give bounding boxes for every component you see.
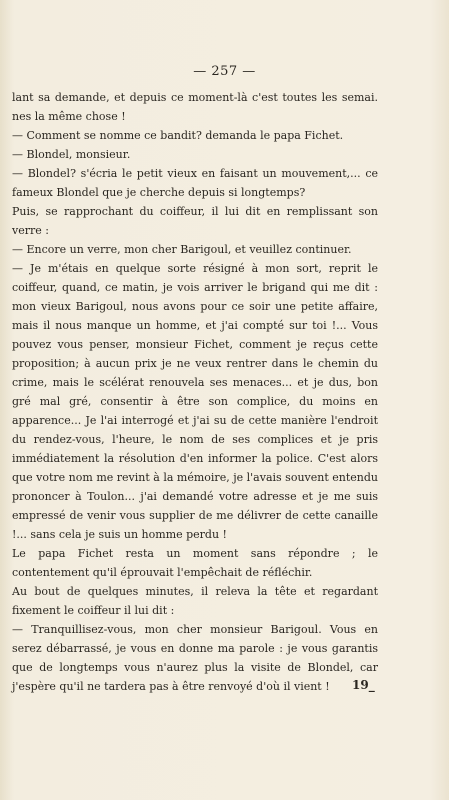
paragraph: — Comment se nomme ce bandit? demanda le papa Fichet. bbox=[12, 129, 344, 142]
paragraph: — Blondel? s'écria le petit vieux en faisant un mouvement,... ce fameux Blondel que je cherche depuis si longtemps? bbox=[12, 167, 378, 199]
page-number-header: — 257 — bbox=[193, 64, 256, 79]
body-text bbox=[12, 88, 378, 696]
paragraph: lant sa demande, et depuis ce moment-là c'est toutes les semai. nes la même chose ! bbox=[12, 91, 378, 123]
signature-mark: 19_ bbox=[352, 678, 375, 692]
paragraph: Le papa Fichet resta un moment sans répondre ; le contentement qu'il éprouvait l'empêchait de réfléchir. bbox=[12, 547, 378, 579]
paragraph: Puis, se rapprochant du coiffeur, il lui dit en remplissant son verre : bbox=[12, 205, 378, 237]
paragraph: — Encore un verre, mon cher Barigoul, et veuillez continuer. bbox=[12, 243, 352, 256]
paragraph: — Tranquillisez-vous, mon cher monsieur Barigoul. Vous en serez débarrassé, je vous en donne ma parole : je vous garantis que de longtemps vous n'aurez plus la visite de Blondel, car j'espère qu'il ne tardera pas à être renvoyé d'où il vient ! bbox=[12, 623, 378, 693]
paragraph: — Je m'étais en quelque sorte résigné à mon sort, reprit le coiffeur, quand, ce matin, je vois arriver le brigand qui me dit : mon vieux Barigoul, nous avons pour ce soir une petite affaire, mais il nous manque un homme, et j'ai compté sur toi !... Vous pouvez vous penser, monsieur Fichet, comment je reçus cette proposition; à aucun prix je ne veux rentrer dans le chemin du crime, mais le scélérat renouvela ses menaces... et je dus, bon gré mal gré, consentir à être son complice, du moins en apparence... Je l'ai interrogé et j'ai su de cette manière l'endroit du rendez-vous, l'heure, le nom de ses complices et je pris immédiatement la résolution d'en informer la police. C'est alors que votre nom me revint à la mémoire, je l'avais souvent entendu prononcer à Toulon... j'ai demandé votre adresse et je me suis empressé de venir vous supplier de me délivrer de cette canaille !... sans cela je suis un homme perdu ! bbox=[12, 262, 378, 541]
paragraph: — Blondel, monsieur. bbox=[12, 148, 131, 161]
paragraph: Au bout de quelques minutes, il releva la tête et regardant fixement le coiffeur il lui dit : bbox=[12, 585, 378, 617]
